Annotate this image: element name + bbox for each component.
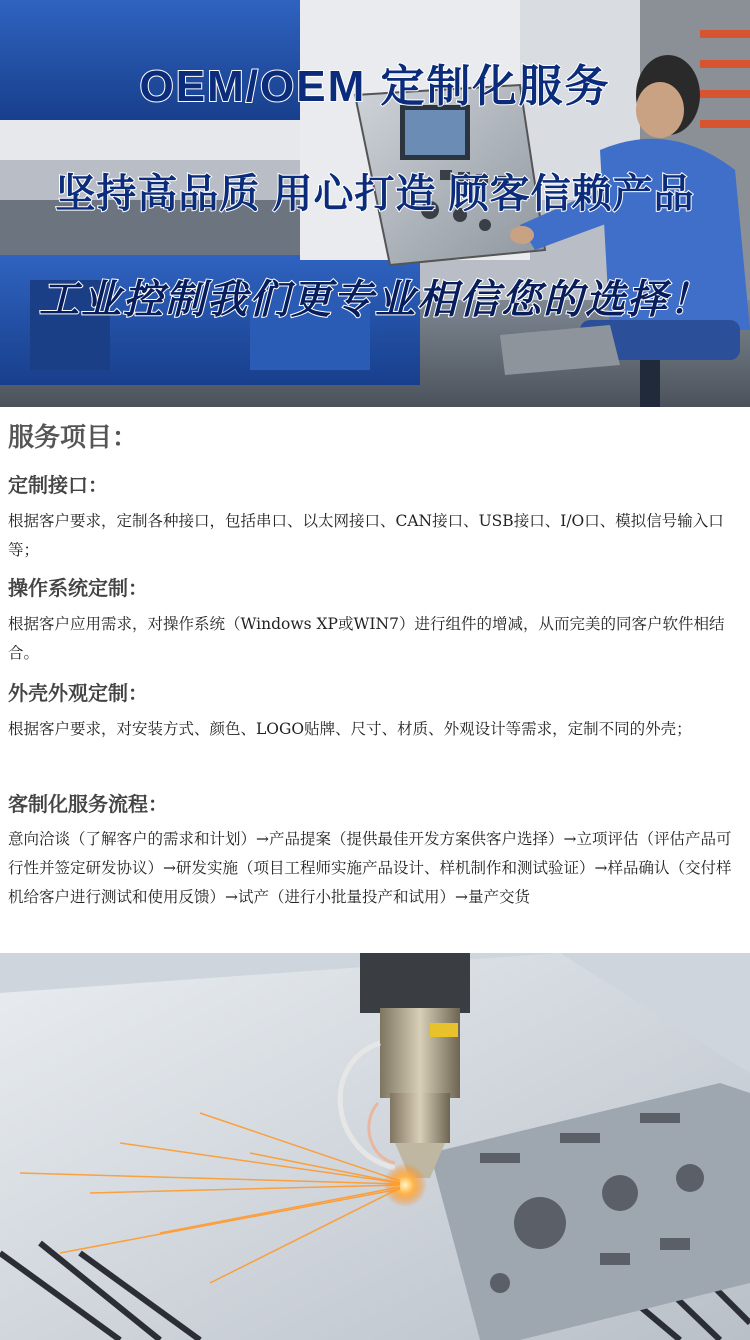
item-heading-process: 客制化服务流程：: [8, 792, 168, 816]
item-text-process: 意向洽谈（了解客户的需求和计划）→产品提案（提供最佳开发方案供客户选择）→立项评估（评估产品可行性并签定研发协议）→研发实施（项目工程师实施产品设计、样机制作和测试验证）→样品确认（交付样机给客户进行测试和使用反馈）→试产（进行小批量投产和试用）→量产交货: [8, 830, 732, 906]
section-title: 服务项目：: [8, 423, 139, 453]
item-text-interface: 根据客户要求，定制各种接口，包括串口、以太网接口、CAN接口、USB接口、I/O口、模拟信号输入口等；: [8, 512, 724, 559]
service-content: [0, 407, 750, 953]
laser-cutting-illustration: [0, 953, 750, 1340]
item-text-os: 根据客户应用需求，对操作系统（Windows XP或WIN7）进行组件的增减，从而完美的同客户软件相结合。: [8, 615, 725, 662]
banner-headline: OEM/OEM 定制化服务: [139, 62, 611, 111]
item-text-enclosure: 根据客户要求，对安装方式、颜色、LOGO贴牌、尺寸、材质、外观设计等需求，定制不同的外壳；: [8, 720, 692, 738]
banner-slogan: 坚持高品质 用心打造 顾客信赖产品: [55, 172, 695, 216]
oem-banner: [0, 0, 750, 407]
item-heading-interface: 定制接口：: [8, 473, 108, 497]
item-heading-enclosure: 外壳外观定制：: [8, 681, 148, 705]
item-heading-os: 操作系统定制：: [8, 576, 148, 600]
laser-cutting-image: [0, 953, 750, 1340]
banner-tagline: 工业控制我们更专业相信您的选择！: [39, 276, 711, 323]
